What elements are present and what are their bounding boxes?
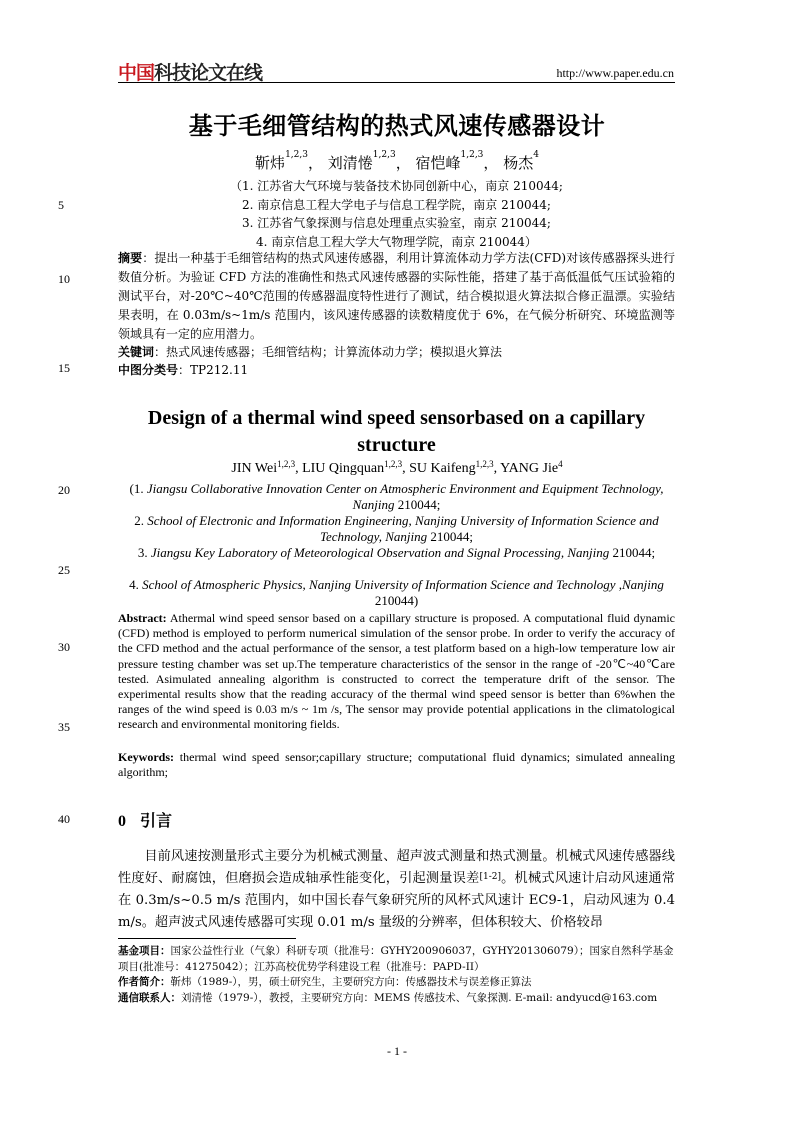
- affiliation-en-1: [118, 481, 675, 513]
- affiliation-en-2: [118, 513, 675, 545]
- line-number: 5: [58, 198, 64, 212]
- author-cn-4-sup: 4: [533, 150, 539, 160]
- section-heading: [118, 808, 172, 831]
- keywords-cn-text: ：热式风速传感器；毛细管结构；计算流体动力学；模拟退火算法: [154, 345, 503, 359]
- author-cn-4: 杨杰: [503, 154, 534, 172]
- author-sep: ，: [307, 154, 323, 172]
- line-number: 10: [58, 272, 70, 286]
- author-en-4: YANG Jie: [500, 461, 559, 476]
- line-number: 15: [58, 361, 70, 375]
- abstract-cn: [118, 249, 675, 344]
- footnote-funding-text: 国家公益性行业（气象）科研专项（批准号：GYHY200906037，GYHY201306079）；国家自然科学基金项目(批准号：41275042）；江苏高校优势学科建设工程（批准号：PAPD-II）: [118, 945, 674, 973]
- affiliation-en-3-prefix: 3.: [137, 545, 151, 560]
- affiliation-cn-4: 4. 南京信息工程大学大气物理学院，南京 210044）: [256, 235, 537, 249]
- affiliation-en-3: [118, 545, 675, 561]
- author-cn-1-sup: 1,2,3: [285, 150, 308, 160]
- journal-logo: [118, 58, 262, 85]
- footnote-author-label: 作者简介：: [118, 976, 171, 988]
- affiliation-en-1-prefix: (1.: [129, 481, 147, 496]
- line-number: 40: [58, 812, 70, 826]
- author-cn-2: 刘清惓: [327, 154, 373, 172]
- author-en-3: SU Kaifeng: [409, 461, 476, 476]
- author-sep: ,: [493, 461, 501, 476]
- footnote-contact-label: 通信联系人：: [118, 991, 181, 1004]
- classification-cn-text: ：TP212.11: [178, 363, 249, 377]
- title-en: Design of a thermal wind speed sensorbased on a capillary structure: [147, 407, 646, 456]
- author-sep: ，: [483, 154, 499, 172]
- footnote-funding: [118, 944, 675, 975]
- section-title: 引言: [140, 811, 173, 830]
- affiliation-cn-1: （1. 江苏省大气环境与装备技术协同创新中心，南京 210044;: [230, 179, 563, 193]
- line-number: 30: [58, 640, 70, 654]
- keywords-cn-label: 关键词: [118, 345, 155, 359]
- author-cn-1: 靳炜: [255, 154, 286, 172]
- footnote-author-text: 靳炜（1989-），男，硕士研究生，主要研究方向：传感器技术与误差修正算法: [170, 976, 532, 988]
- keywords-en: [118, 750, 675, 780]
- author-en-4-sup: 4: [558, 459, 563, 469]
- affiliation-en-4-name: School of Atmospheric Physics, Nanjing University of Information Science and Technology ,Nanjing: [142, 577, 664, 592]
- keywords-en-text: thermal wind speed sensor;capillary structure; computational fluid dynamics; simulated annealing algorithm;: [118, 750, 675, 780]
- section-number: 0: [118, 813, 126, 830]
- logo-part-1: 中国: [118, 62, 155, 84]
- body-paragraph: [118, 846, 675, 934]
- keywords-cn: [118, 343, 675, 362]
- abstract-en-text: Athermal wind speed sensor based on a capillary structure is proposed. A computational fluid dynamic (CFD) method is employed to perform numerical simulation of the sensor probe. In order to verify the accuracy of the CFD method and the actual performance of the sensor, a test platform based on a high-low temperature low air pressure testing chamber was set up.The temperature characteristics of the sensor in the range of -20℃~40℃are tested. Asimulated annealing algorithm is constructed to correct the temperature drift of the sensor. The experimental results show that the reading accuracy of the thermal wind speed sensor is better than 6%when the ranges of the wind speed is 0.03 m/s ~ 1m /s, The sensor may provide potential applications in the climatological research and environmental monitoring fields.: [118, 611, 675, 732]
- affiliation-en-1-name: Jiangsu Collaborative Innovation Center on Atmospheric Environment and Equipment Technology, Nanjing: [146, 481, 664, 512]
- line-number: 20: [58, 483, 70, 497]
- authors-cn: [0, 152, 794, 173]
- affiliation-cn-2: 2. 南京信息工程大学电子与信息工程学院，南京 210044;: [242, 198, 551, 212]
- authors-en: [0, 461, 794, 477]
- abstract-cn-label: 摘要: [118, 251, 143, 265]
- header-rule: [118, 82, 675, 83]
- footnote-funding-label: 基金项目：: [118, 945, 171, 957]
- affiliation-en-2-suffix: 210044;: [427, 529, 473, 544]
- keywords-en-label: Keywords:: [118, 750, 174, 764]
- author-sep: ,: [295, 461, 303, 476]
- author-en-1: JIN Wei: [231, 461, 278, 476]
- abstract-cn-text: ：提出一种基于毛细管结构的热式风速传感器，利用计算流体动力学方法(CFD)对该传感器探头进行数值分析。为验证 CFD 方法的准确性和热式风速传感器的实际性能，搭建了基于高低温低气压试验箱的测试平台，对-20℃~40℃范围的传感器温度特性进行了测试，结合模拟退火算法拟合修正温漂。实验结果表明，在 0.03m/s~1m/s 范围内，该风速传感器的读数精度优于 6%，在气候分析研究、环境监测等领域具有一定的应用潜力。: [118, 251, 675, 341]
- citation[interactable]: [1-2]: [479, 872, 501, 882]
- author-en-1-sup: 1,2,3: [277, 459, 296, 469]
- abstract-en-label: Abstract:: [118, 611, 167, 625]
- abstract-en: [118, 611, 675, 733]
- body-text-2: 。机械式风速计启动风速通常在 0.3m/s~0.5 m/s 范围内，如中国长春气象研究所的风杯式风速计 EC9-1，启动风速为 0.4 m/s。超声波式风速传感器可实现 0.01 m/s 量级的分辨率，但体积较大、价格较昂: [118, 871, 676, 930]
- affiliation-en-4-prefix: 4.: [129, 577, 143, 592]
- author-cn-3-sup: 1,2,3: [460, 150, 484, 160]
- author-sep: ，: [395, 154, 411, 172]
- affiliation-en-3-suffix: 210044;: [609, 545, 656, 560]
- affiliation-en-3-name: Jiangsu Key Laboratory of Meteorological Observation and Signal Processing, Nanjing: [150, 545, 610, 560]
- classification-cn-label: 中图分类号: [118, 363, 179, 377]
- header-url[interactable]: http://www.paper.edu.cn: [556, 66, 674, 80]
- author-sep: ,: [402, 461, 410, 476]
- footnote-rule: [118, 938, 296, 939]
- affiliation-cn-3: 3. 江苏省气象探测与信息处理重点实验室，南京 210044;: [242, 216, 551, 230]
- affiliation-en-2-name: School of Electronic and Information Engineering, Nanjing University of Information Science and Technology, Nanjing: [147, 513, 659, 544]
- author-en-2: LIU Qingquan: [302, 461, 385, 476]
- title-cn: 基于毛细管结构的热式风速传感器设计: [188, 112, 606, 140]
- affiliation-en-1-suffix: 210044;: [394, 497, 441, 512]
- affiliation-en-2-prefix: 2.: [134, 513, 148, 528]
- affiliation-en-4-suffix: 210044): [374, 593, 419, 608]
- line-number: 35: [58, 720, 70, 734]
- classification-cn: [118, 361, 675, 380]
- author-cn-3: 宿恺峰: [415, 154, 461, 172]
- footnote-contact-text: 刘清惓（1979-），教授，主要研究方向：MEMS 传感技术、气象探测. E-mail: andyucd@163.com: [181, 991, 658, 1004]
- author-cn-2-sup: 1,2,3: [372, 150, 396, 160]
- author-en-3-sup: 1,2,3: [475, 459, 494, 469]
- affiliation-en-4: [118, 577, 675, 609]
- logo-part-2: 科技论文在线: [154, 62, 263, 84]
- body-text-1: 目前风速按测量形式主要分为机械式测量、超声波式测量和热式测量。机械式风速传感器线性度好、耐腐蚀，但磨损会造成轴承性能变化，引起测量误差: [118, 849, 675, 886]
- line-number: 25: [58, 563, 70, 577]
- page-number: - 1 -: [387, 1044, 407, 1058]
- author-en-2-sup: 1,2,3: [384, 459, 403, 469]
- footnote-contact: [118, 991, 675, 1007]
- footnotes: [118, 944, 675, 1006]
- footnote-author: [118, 975, 675, 991]
